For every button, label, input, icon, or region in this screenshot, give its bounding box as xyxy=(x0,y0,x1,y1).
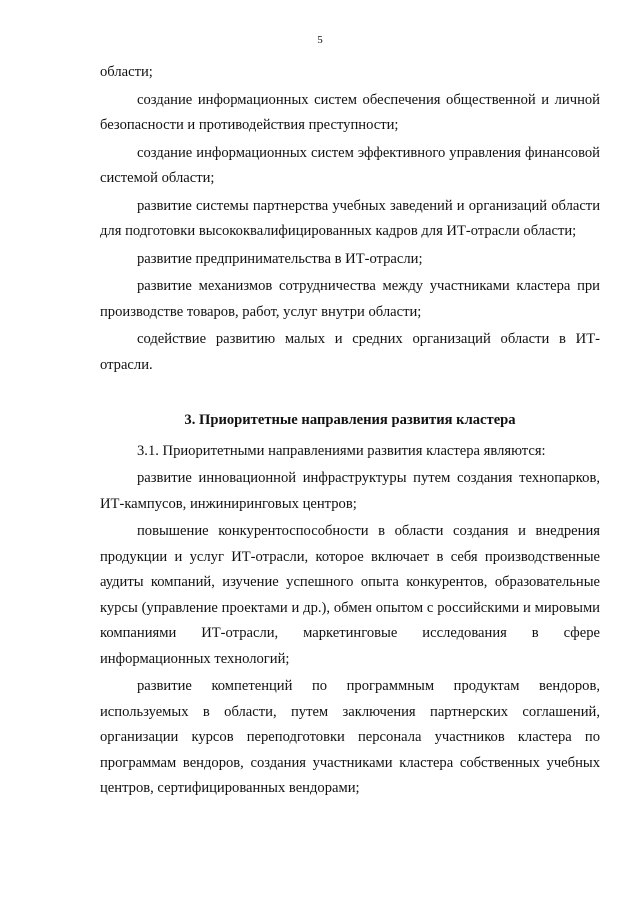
page-content xyxy=(100,60,600,804)
paragraph: создание информационных систем обеспечения общественной и личной безопасности и противодействия преступности; xyxy=(100,91,600,133)
paragraphs-after-section xyxy=(100,439,600,802)
paragraph: повышение конкурентоспособности в области создания и внедрения продукции и услуг ИТ-отрасли, которое включает в себя производственные аудиты компаний, изучение успешного опыта конкурентов, образовательные курсы (управление проектами и др.), обмен опытом с российскими и мировыми компаниями ИТ-отрасли, маркетинговые исследования в сфере информационных технологий; xyxy=(100,523,600,667)
section-heading: 3. Приоритетные направления развития кластера xyxy=(184,412,516,428)
paragraph: развитие механизмов сотрудничества между участниками кластера при производстве товаров, работ, услуг внутри области; xyxy=(100,278,600,320)
paragraph: развитие системы партнерства учебных заведений и организаций области для подготовки высококвалифицированных кадров для ИТ-отрасли области; xyxy=(100,197,600,239)
paragraph: развитие компетенций по программным продуктам вендоров, используемых в области, путем заключения партнерских соглашений, организации курсов переподготовки персонала участников кластера по программам вендоров, создания участниками кластера собственных учебных центров, сертифицированных вендорами; xyxy=(100,678,600,796)
paragraph: развитие инновационной инфраструктуры путем создания технопарков, ИТ-кампусов, инжиниринговых центров; xyxy=(100,470,600,512)
paragraphs-before-section xyxy=(100,60,600,378)
paragraph: развитие предпринимательства в ИТ-отрасли; xyxy=(137,250,423,267)
paragraph: 3.1. Приоритетными направлениями развития кластера являются: xyxy=(137,442,546,459)
paragraph: области; xyxy=(100,64,153,80)
paragraph: создание информационных систем эффективного управления финансовой системой области; xyxy=(100,144,600,186)
page-number: 5 xyxy=(317,34,323,46)
paragraph: содействие развитию малых и средних организаций области в ИТ-отрасли. xyxy=(100,331,600,373)
